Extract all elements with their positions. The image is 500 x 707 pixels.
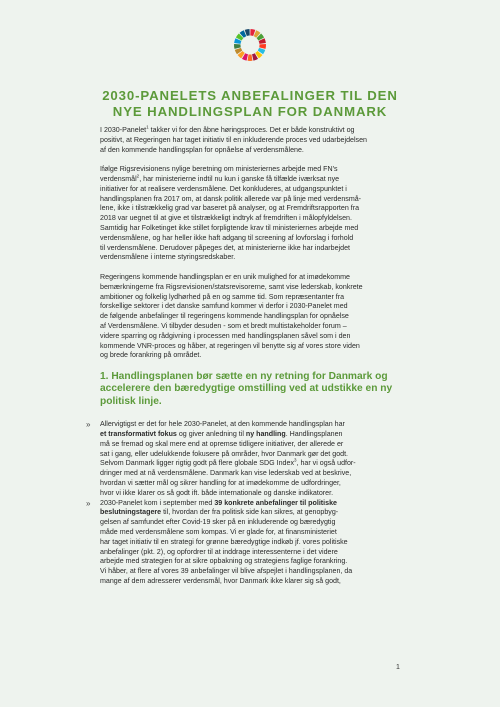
- double-chevron-icon: »: [86, 420, 91, 430]
- footnote-ref-2: 2: [136, 173, 140, 179]
- paragraph-intro: I 2030-Panelet$^1$ takker vi for den åbne høringsproces. Det er både konstruktivt og positivt, at Regeringen har taget initiativ til en inkluderende proces ved udarbejdelsen af den kommende handlingsplan for opnåelse af verdensmålene.: [100, 124, 367, 154]
- sdg-color-wheel-icon: [233, 28, 267, 62]
- paragraph-audit: Ifølge Rigsrevisionens nylige beretning om ministeriernes arbejde med FN's verdensmål$^2$, har ministerierne indtil nu kun i ganske få tilfælde iværksat nye initiativer for at realisere verdensmålene. Det konkluderes, at udgangspunktet i handlingsplanen fra 2017 om, at dansk politik allerede var på linje med verdensmå- lene, ikke i tilstrækkelig grad var baseret på analyser, og at Fremdriftsrapporten fra 2018 var uegnet til at give et tilstrækkeligt indtryk af fremdriften i målopfyldelsen. Samtidig har Folketinget ikke stillet forpligtende krav til ministeriernes arbejde med verdensmålene, og har heller ikke haft adgang til screening af lovforslag i forhold til verdensmålene. Derudover påpeges det, at ministerierne ikke har indarbejdet verdensmålene i interne styringsredskaber.: [100, 165, 362, 262]
- sdg-wheel-segment: [259, 44, 266, 49]
- document-body: [86, 124, 425, 587]
- bullet-transformative: » Allervigtigst er det for hele 2030-Panelet, at den kommende handlingsplan har et transformativt fokus og giver anledning til ny handling. Handlingsplanen må se fremad og skal mere end at opremse tidligere initiativer, der allerede er sat i gang, eller udelukkende fokusere på områder, hvor Danmark gør det godt. Selvom Danmark ligger rigtig godt på flere globale SDG Index$^3$, har vi også udfor- dringer med at nå verdensmålene. Danmark kan vise lederskab ved at beskrive, hvordan vi sætter mål og sikrer handling for at imødekomme de udfordringer, hvor vi ikke klarer os så godt ift. både internationale og danske indikatorer.: [86, 420, 356, 497]
- double-chevron-icon: »: [86, 498, 91, 508]
- title-line-1: 2030-PANELETS ANBEFALINGER TIL DEN: [102, 88, 398, 103]
- title-line-2: NYE HANDLINGSPLAN FOR DANMARK: [112, 104, 388, 119]
- paragraph-opportunity: Regeringens kommende handlingsplan er en unik mulighed for at imødekomme bemærkningerne fra Rigsrevisionen/statsrevisorerne, samt vise lederskab, konkrete ambitioner og folkelig lydhørhed på en og samme tid. Som repræsentanter fra forskellige sektorer i det danske samfund kommer vi derfor i 2030-Panelet med de følgende anbefalinger til regeringens kommende handlingsplan for opnåelse af Verdensmålene. Vi tilbyder desuden - som et bredt multistakeholder forum – videre sparring og rådgivning i processen med handlingsplanen såvel som i den kommende VNR-proces og håber, at regeringen vil benytte sig af vores store viden og brede forankring på området.: [100, 272, 363, 360]
- sdg-wheel-segment: [234, 44, 241, 49]
- page-number: 1: [396, 664, 400, 671]
- sdg-wheel-segment: [248, 54, 253, 61]
- section-heading: 1. Handlingsplanen bør sætte en ny retning for Danmark og accelerere den bæredygtige omstilling ved at udstikke en ny politisk linje.: [100, 370, 393, 407]
- bullet-recommendations: » 2030-Panelet kom i september med 39 konkrete anbefalinger til politiske beslutningstagere til, hvordan der fra politisk side kan sikres, at genopbyg- gelsen af samfundet efter Covid-19 sker på en inkluderende og bæredygtig måde med verdensmålene som kompas. Vi er glade for, at finansministeriet har taget initiativ til en strategi for grønne bæredygtige indkøb jf. vores politiske anbefalinger (pkt. 2), og opfordrer til at inddrage interessenterne i det videre arbejde med strategien for at sikre opbakning og strategiens faglige forankring. Vi håber, at flere af vores 39 anbefalinger vil blive afspejlet i handlingsplanen, da mange af dem adresserer verdensmål, hvor Danmark ikke klarer sig så godt,: [86, 498, 353, 585]
- document-title: [40, 88, 460, 120]
- footnote-ref-3: 3: [294, 457, 297, 463]
- footnote-ref-1: 1: [146, 124, 149, 130]
